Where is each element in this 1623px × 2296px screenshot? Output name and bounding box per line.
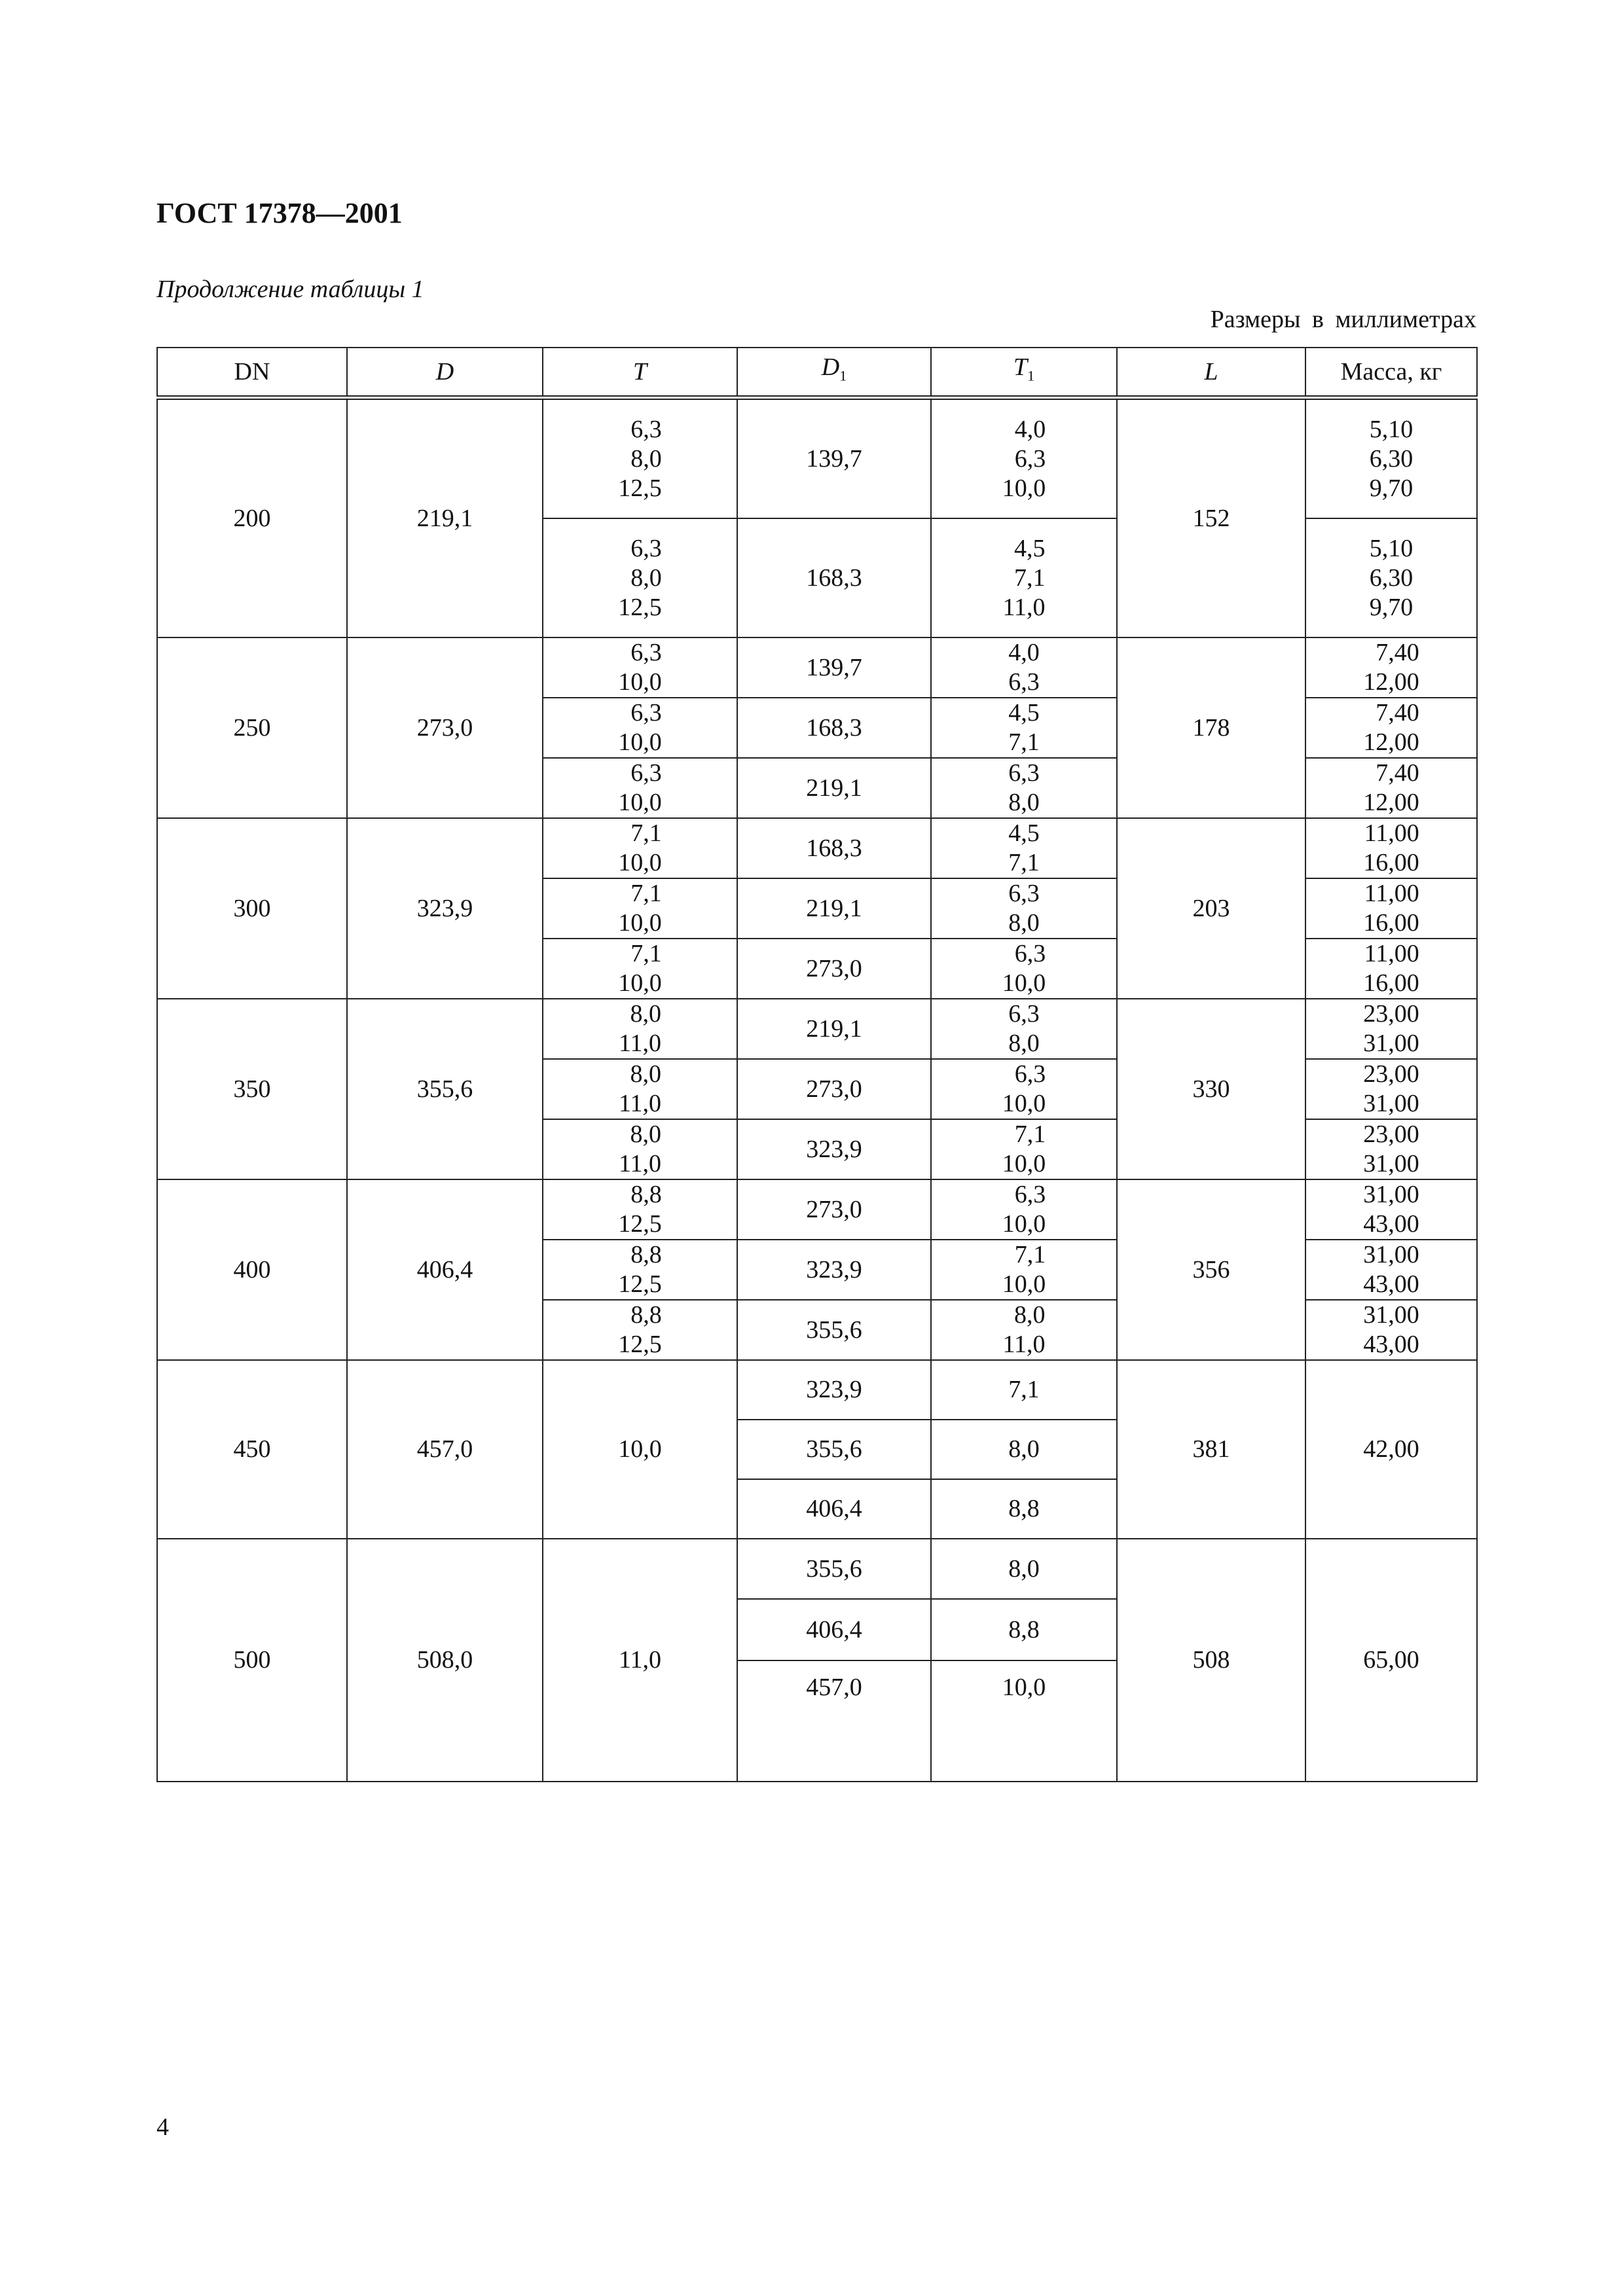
cell-t: 8,8 12,5 — [543, 1240, 737, 1300]
cell-l: 330 — [1117, 999, 1305, 1179]
cell-t: 8,8 12,5 — [543, 1300, 737, 1360]
cell-d1: 139,7 — [737, 637, 931, 698]
table-row — [157, 818, 1477, 878]
cell-d1: 457,0 — [737, 1660, 931, 1782]
cell-dn: 400 — [157, 1179, 347, 1360]
cell-d1: 355,6 — [737, 1420, 931, 1479]
cell-l: 203 — [1117, 818, 1305, 999]
cell-t1: 6,3 8,0 — [931, 758, 1117, 818]
cell-d1: 219,1 — [737, 758, 931, 818]
header-t: T — [543, 348, 737, 398]
cell-t: 8,8 12,5 — [543, 1179, 737, 1240]
cell-mass: 65,00 — [1305, 1539, 1477, 1782]
table-row — [157, 398, 1477, 519]
cell-d: 406,4 — [347, 1179, 543, 1360]
cell-dn: 300 — [157, 818, 347, 999]
cell-l: 508 — [1117, 1539, 1305, 1782]
table-continuation-caption: Продолжение таблицы 1 — [156, 276, 424, 303]
cell-t1: 6,3 10,0 — [931, 939, 1117, 999]
cell-t: 8,0 11,0 — [543, 999, 737, 1059]
cell-t: 6,3 8,0 12,5 — [543, 518, 737, 637]
cell-dn: 450 — [157, 1360, 347, 1539]
cell-t1: 6,3 8,0 — [931, 878, 1117, 939]
table-row — [157, 1179, 1477, 1240]
cell-t: 7,1 10,0 — [543, 939, 737, 999]
cell-t: 7,1 10,0 — [543, 878, 737, 939]
cell-d1: 168,3 — [737, 698, 931, 758]
cell-mass: 31,00 43,00 — [1305, 1179, 1477, 1240]
cell-mass: 23,00 31,00 — [1305, 1059, 1477, 1119]
cell-mass: 11,00 16,00 — [1305, 878, 1477, 939]
cell-mass: 42,00 — [1305, 1360, 1477, 1539]
cell-d1: 168,3 — [737, 818, 931, 878]
cell-t1: 7,1 10,0 — [931, 1119, 1117, 1179]
cell-t1: 8,0 11,0 — [931, 1300, 1117, 1360]
cell-t1: 7,1 10,0 — [931, 1240, 1117, 1300]
cell-t1: 8,8 — [931, 1599, 1117, 1660]
cell-d1: 323,9 — [737, 1240, 931, 1300]
cell-mass: 23,00 31,00 — [1305, 999, 1477, 1059]
cell-d1: 323,9 — [737, 1119, 931, 1179]
table-row — [157, 1360, 1477, 1420]
cell-d: 273,0 — [347, 637, 543, 818]
cell-d: 323,9 — [347, 818, 543, 999]
cell-l: 152 — [1117, 398, 1305, 638]
cell-t1: 4,5 7,1 11,0 — [931, 518, 1117, 637]
cell-t: 10,0 — [543, 1360, 737, 1539]
cell-d1: 219,1 — [737, 999, 931, 1059]
cell-d: 355,6 — [347, 999, 543, 1179]
cell-t1: 4,0 6,3 10,0 — [931, 398, 1117, 519]
cell-t1: 7,1 — [931, 1360, 1117, 1420]
cell-t1: 10,0 — [931, 1660, 1117, 1782]
table-row — [157, 999, 1477, 1059]
cell-t1: 8,0 — [931, 1539, 1117, 1599]
header-mass: Масса, кг — [1305, 348, 1477, 398]
header-d1: $D_1$ — [737, 348, 931, 398]
cell-mass: 11,00 16,00 — [1305, 939, 1477, 999]
cell-t: 7,1 10,0 — [543, 818, 737, 878]
cell-t: 6,3 8,0 12,5 — [543, 398, 737, 519]
cell-t1: 8,8 — [931, 1479, 1117, 1539]
cell-l: 356 — [1117, 1179, 1305, 1360]
cell-d1: 219,1 — [737, 878, 931, 939]
cell-t1: 6,3 8,0 — [931, 999, 1117, 1059]
cell-t: 11,0 — [543, 1539, 737, 1782]
cell-t1: 4,0 6,3 — [931, 637, 1117, 698]
table-row — [157, 1539, 1477, 1599]
cell-mass: 7,40 12,00 — [1305, 758, 1477, 818]
cell-t1: 6,3 10,0 — [931, 1059, 1117, 1119]
cell-t1: 8,0 — [931, 1420, 1117, 1479]
header-t1: $T_1$ — [931, 348, 1117, 398]
cell-t: 6,3 10,0 — [543, 758, 737, 818]
table-header-row — [157, 348, 1477, 398]
cell-d: 508,0 — [347, 1539, 543, 1782]
cell-t: 8,0 11,0 — [543, 1119, 737, 1179]
cell-d1: 406,4 — [737, 1479, 931, 1539]
cell-mass: 11,00 16,00 — [1305, 818, 1477, 878]
cell-dn: 200 — [157, 398, 347, 638]
cell-dn: 250 — [157, 637, 347, 818]
cell-mass: 7,40 12,00 — [1305, 698, 1477, 758]
cell-l: 178 — [1117, 637, 1305, 818]
cell-t1: 6,3 10,0 — [931, 1179, 1117, 1240]
cell-dn: 350 — [157, 999, 347, 1179]
cell-d1: 406,4 — [737, 1599, 931, 1660]
cell-mass: 5,10 6,30 9,70 — [1305, 518, 1477, 637]
cell-d1: 323,9 — [737, 1360, 931, 1420]
cell-d1: 273,0 — [737, 1179, 931, 1240]
document-id: ГОСТ 17378—2001 — [156, 197, 403, 229]
table-row — [157, 637, 1477, 698]
cell-t1: 4,5 7,1 — [931, 698, 1117, 758]
cell-d1: 355,6 — [737, 1300, 931, 1360]
header-dn: DN — [157, 348, 347, 398]
cell-mass: 7,40 12,00 — [1305, 637, 1477, 698]
cell-l: 381 — [1117, 1360, 1305, 1539]
cell-t: 6,3 10,0 — [543, 698, 737, 758]
cell-t1: 4,5 7,1 — [931, 818, 1117, 878]
cell-mass: 5,10 6,30 9,70 — [1305, 398, 1477, 519]
cell-t: 8,0 11,0 — [543, 1059, 737, 1119]
dimensions-table — [156, 347, 1478, 1782]
cell-mass: 23,00 31,00 — [1305, 1119, 1477, 1179]
cell-mass: 31,00 43,00 — [1305, 1240, 1477, 1300]
cell-d1: 168,3 — [737, 518, 931, 637]
cell-d: 457,0 — [347, 1360, 543, 1539]
cell-d1: 139,7 — [737, 398, 931, 519]
cell-d1: 273,0 — [737, 1059, 931, 1119]
units-note: Размеры в миллиметрах — [1210, 306, 1476, 333]
cell-t: 6,3 10,0 — [543, 637, 737, 698]
header-d: D — [347, 348, 543, 398]
cell-d1: 273,0 — [737, 939, 931, 999]
header-l: L — [1117, 348, 1305, 398]
page-number: 4 — [156, 2113, 169, 2141]
cell-mass: 31,00 43,00 — [1305, 1300, 1477, 1360]
cell-d: 219,1 — [347, 398, 543, 638]
cell-dn: 500 — [157, 1539, 347, 1782]
cell-d1: 355,6 — [737, 1539, 931, 1599]
